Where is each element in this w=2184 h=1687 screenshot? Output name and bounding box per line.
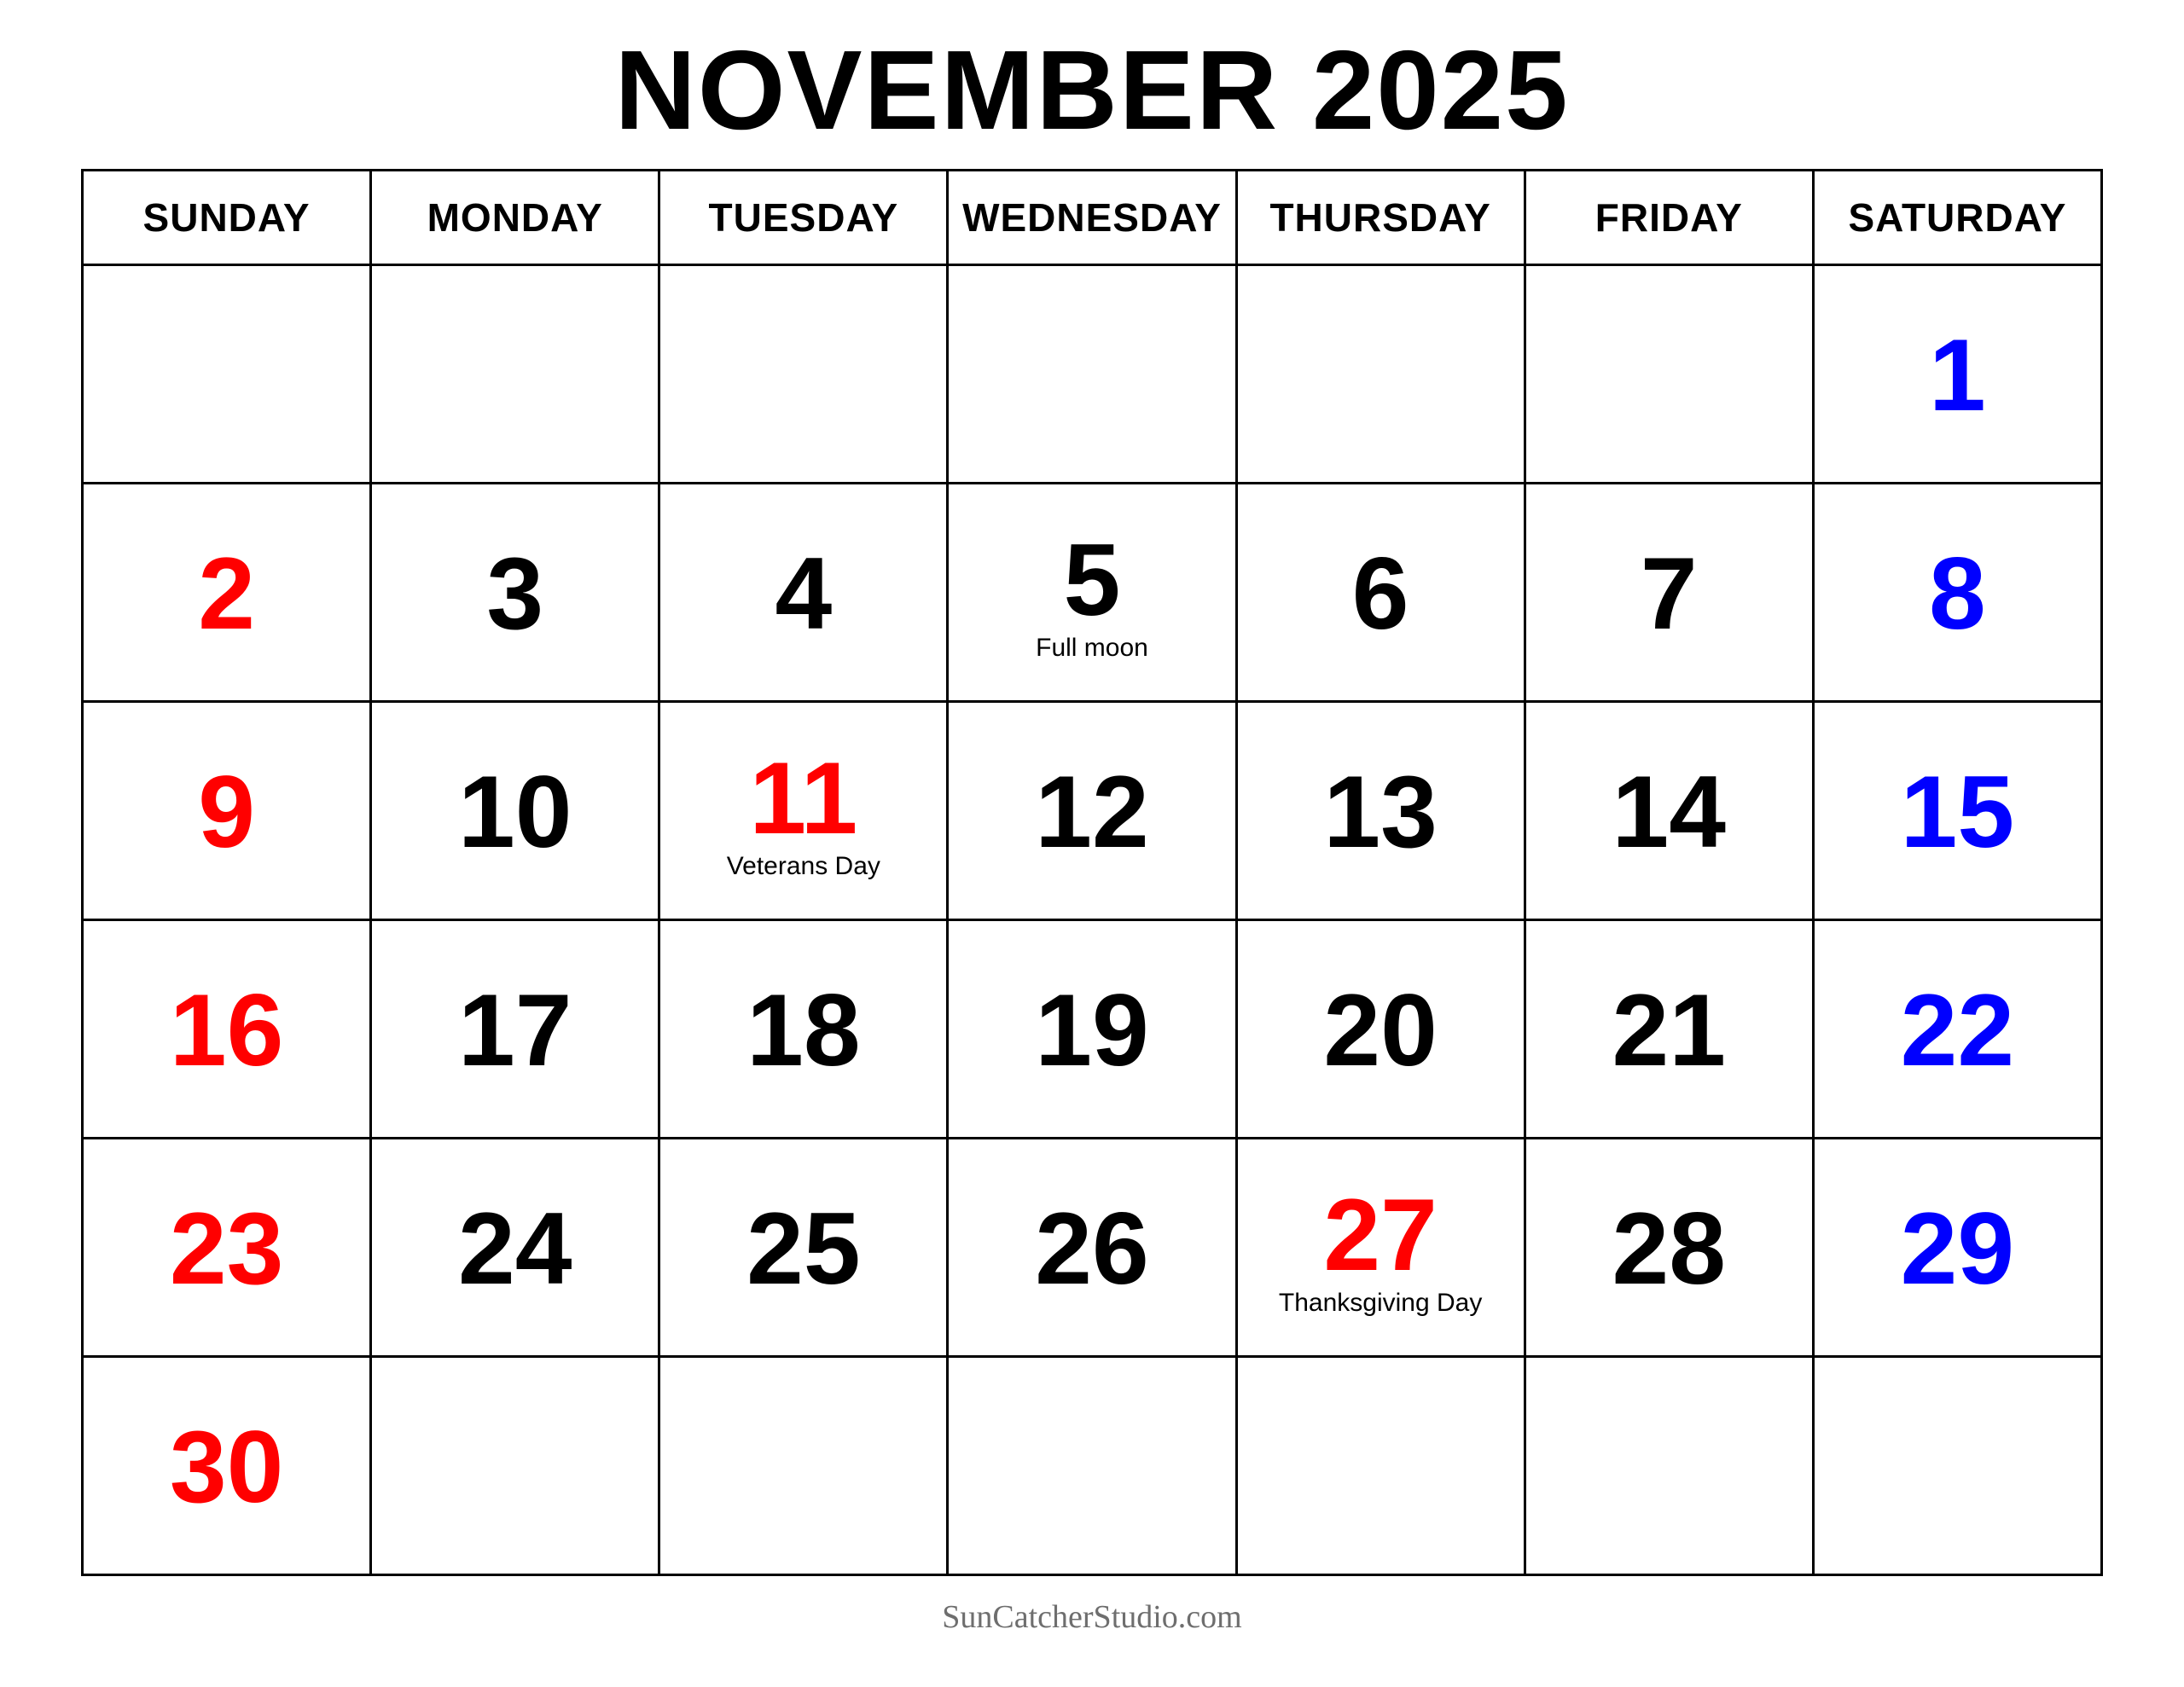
day-cell[interactable] <box>1525 265 1813 484</box>
calendar-grid <box>81 169 2103 1576</box>
day-number: 7 <box>1640 536 1698 652</box>
day-cell[interactable] <box>1525 484 1813 702</box>
day-cell[interactable] <box>659 702 948 920</box>
day-cell[interactable] <box>1813 484 2101 702</box>
day-cell[interactable] <box>371 265 659 484</box>
day-number: 9 <box>198 755 255 870</box>
day-cell[interactable] <box>371 920 659 1139</box>
day-cell[interactable] <box>1813 265 2101 484</box>
day-event: Full moon <box>1036 634 1148 663</box>
weekday-header-saturday: SATURDAY <box>1813 171 2101 265</box>
day-cell[interactable] <box>371 1139 659 1357</box>
day-cell[interactable] <box>1525 702 1813 920</box>
day-cell[interactable] <box>659 484 948 702</box>
day-cell[interactable] <box>948 702 1236 920</box>
day-cell[interactable] <box>1236 265 1525 484</box>
day-number: 21 <box>1612 973 1727 1088</box>
day-cell[interactable] <box>1813 702 2101 920</box>
day-number: 23 <box>169 1191 284 1307</box>
day-number: 16 <box>169 973 284 1088</box>
calendar-week-row <box>83 1357 2102 1575</box>
weekday-header-friday: FRIDAY <box>1525 171 1813 265</box>
day-cell[interactable] <box>83 920 371 1139</box>
day-cell[interactable] <box>371 484 659 702</box>
day-cell[interactable] <box>1236 702 1525 920</box>
day-number: 10 <box>457 755 572 870</box>
day-cell[interactable] <box>83 484 371 702</box>
day-cell[interactable] <box>659 1139 948 1357</box>
day-number: 6 <box>1351 536 1409 652</box>
day-number: 12 <box>1035 755 1149 870</box>
day-number: 15 <box>1900 755 2015 870</box>
day-cell[interactable] <box>371 1357 659 1575</box>
day-cell[interactable] <box>1525 920 1813 1139</box>
day-cell[interactable] <box>948 1357 1236 1575</box>
calendar-week-row <box>83 702 2102 920</box>
day-cell[interactable] <box>948 265 1236 484</box>
day-number: 2 <box>198 536 255 652</box>
day-cell[interactable] <box>948 1139 1236 1357</box>
day-event: Thanksgiving Day <box>1278 1289 1483 1318</box>
day-cell[interactable] <box>1236 484 1525 702</box>
day-number: 11 <box>749 740 858 855</box>
day-number: 25 <box>746 1191 861 1307</box>
day-cell[interactable] <box>1813 920 2101 1139</box>
day-number: 14 <box>1612 755 1727 870</box>
day-cell[interactable] <box>659 920 948 1139</box>
day-number: 27 <box>1323 1177 1438 1292</box>
calendar-week-row <box>83 1139 2102 1357</box>
weekday-header-wednesday: WEDNESDAY <box>948 171 1236 265</box>
day-cell[interactable] <box>1236 920 1525 1139</box>
day-cell[interactable] <box>1525 1357 1813 1575</box>
day-number: 22 <box>1900 973 2015 1088</box>
day-cell[interactable] <box>659 265 948 484</box>
weekday-header-tuesday: TUESDAY <box>659 171 948 265</box>
day-cell[interactable] <box>1236 1139 1525 1357</box>
day-cell[interactable] <box>1525 1139 1813 1357</box>
calendar-week-row <box>83 265 2102 484</box>
day-number: 3 <box>486 536 544 652</box>
day-number: 19 <box>1035 973 1149 1088</box>
day-cell[interactable] <box>371 702 659 920</box>
day-cell[interactable] <box>83 265 371 484</box>
weekday-header-row <box>83 171 2102 265</box>
day-cell[interactable] <box>1813 1139 2101 1357</box>
calendar-body <box>83 265 2102 1575</box>
day-number: 29 <box>1900 1191 2015 1307</box>
day-number: 30 <box>169 1410 284 1525</box>
day-event: Veterans Day <box>726 852 880 881</box>
day-cell[interactable] <box>83 702 371 920</box>
calendar-week-row <box>83 484 2102 702</box>
day-cell[interactable] <box>83 1139 371 1357</box>
weekday-header-monday: MONDAY <box>371 171 659 265</box>
day-number: 13 <box>1323 755 1438 870</box>
day-number: 18 <box>746 973 861 1088</box>
day-number: 26 <box>1035 1191 1149 1307</box>
day-cell[interactable] <box>83 1357 371 1575</box>
weekday-header-thursday: THURSDAY <box>1236 171 1525 265</box>
day-number: 28 <box>1612 1191 1727 1307</box>
page-title: NOVEMBER 2025 <box>614 27 1570 153</box>
footer-attribution: SunCatcherStudio.com <box>942 1599 1242 1635</box>
day-cell[interactable] <box>948 920 1236 1139</box>
day-cell[interactable] <box>1813 1357 2101 1575</box>
day-number: 4 <box>775 536 833 652</box>
day-number: 20 <box>1323 973 1438 1088</box>
day-cell[interactable] <box>948 484 1236 702</box>
day-cell[interactable] <box>659 1357 948 1575</box>
day-cell[interactable] <box>1236 1357 1525 1575</box>
calendar-week-row <box>83 920 2102 1139</box>
day-number: 24 <box>457 1191 572 1307</box>
day-number: 1 <box>1929 318 1986 433</box>
day-number: 5 <box>1063 522 1121 637</box>
day-number: 17 <box>457 973 572 1088</box>
weekday-header-sunday: SUNDAY <box>83 171 371 265</box>
day-number: 8 <box>1929 536 1986 652</box>
